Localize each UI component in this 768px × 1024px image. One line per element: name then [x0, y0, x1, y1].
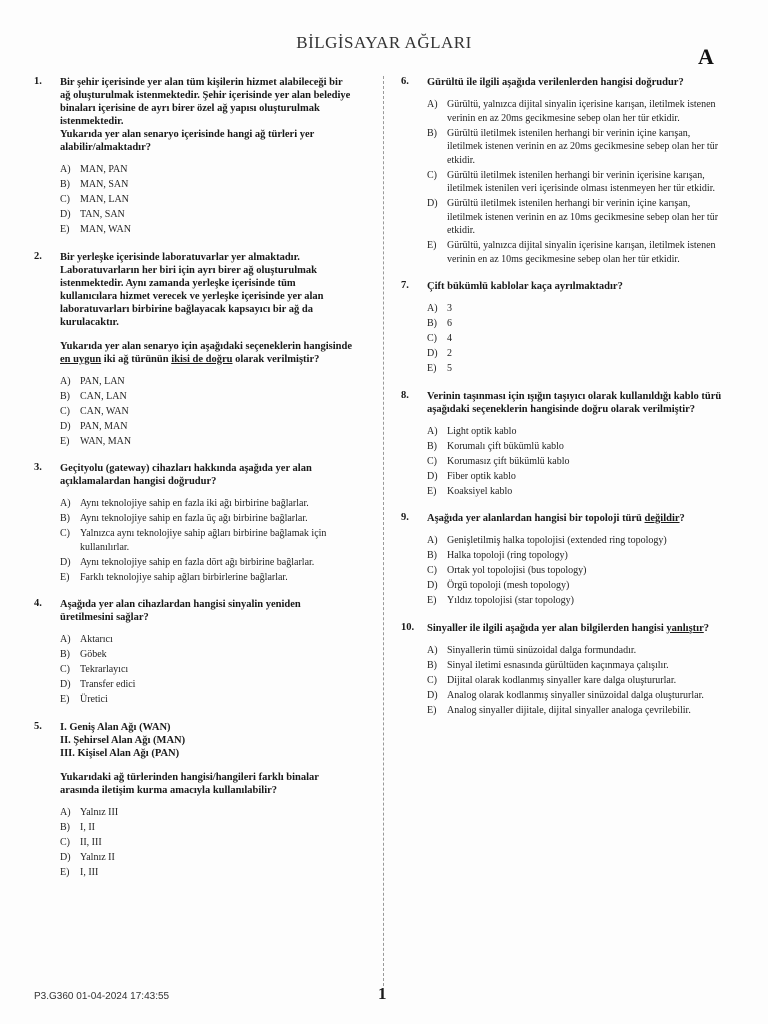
stem-question: [427, 512, 727, 525]
stem-text: ?: [703, 622, 709, 634]
stem-text: Sinyaller ile ilgili aşağıda yer alan bilgilerden hangisi: [427, 622, 667, 634]
option-label: E): [60, 866, 70, 878]
option-d: [427, 197, 727, 238]
option-text: Dijital olarak kodlanmış sinyaller kare dalga oluştururlar.: [447, 674, 677, 686]
question-number: 2.: [34, 250, 42, 262]
option-a: [60, 633, 352, 647]
stem-text: olarak verilmiştir?: [232, 353, 320, 365]
option-label: E): [60, 571, 70, 583]
question-10: [401, 622, 727, 718]
option-e: [427, 362, 727, 376]
stem-question: Yukarıdaki ağ türlerinden hangisi/hangileri farklı binalar arasında iletişim kurma amacıyla kullanılabilir?: [60, 771, 319, 796]
stem-question: Yukarıda yer alan senaryo içerisinde hangi ağ türleri yer alabilir/almaktadır?: [60, 129, 315, 153]
question-stem: [60, 251, 352, 366]
option-label: D): [60, 679, 71, 690]
option-text: Korumalı çift bükümlü kablo: [447, 440, 564, 452]
option-b: [60, 512, 352, 526]
option-label: C): [427, 333, 437, 344]
option-label: E): [60, 224, 70, 235]
question-number: 9.: [401, 512, 409, 523]
option-text: Ortak yol topolojisi (bus topology): [447, 565, 587, 576]
option-list: [427, 425, 727, 499]
question-stem: [60, 76, 352, 154]
option-label: C): [60, 528, 70, 539]
stem-text: Yukarıda yer alan senaryo için aşağıdaki seçeneklerin hangisinde: [60, 340, 353, 352]
option-label: D): [427, 348, 438, 359]
option-text: Gürültü iletilmek istenilen herhangi bir verinin içine karışan, iletilmek istenen verinin en az 10ms gecikmesine sebep olan her tür etkidir.: [447, 198, 719, 236]
option-b: [427, 549, 727, 563]
stem-question: [60, 340, 352, 366]
option-text: Fiber optik kablo: [447, 470, 516, 482]
stem-paragraph: Bir şehir içerisinde yer alan tüm kişilerin hizmet alabileceği bir ağ oluşturulmak istenmektedir. Şehir içerisinde yer alan belediye binaları içerisine de ayrı birer özel ağ yapısı oluşturulmak istenmektedir.: [60, 77, 351, 127]
option-label: D): [427, 580, 438, 591]
stem-text: ?: [679, 513, 685, 524]
option-label: A): [427, 303, 438, 314]
option-text: 4: [447, 333, 452, 344]
option-text: Üretici: [80, 694, 108, 705]
stem-emphasis: ikisi de doğru: [171, 353, 233, 365]
option-e: [60, 435, 352, 449]
option-a: [427, 425, 727, 439]
statement-1: I. Geniş Alan Ağı (WAN): [60, 721, 171, 733]
option-label: B): [60, 649, 70, 660]
question-number: 3.: [34, 462, 42, 473]
option-label: B): [427, 127, 437, 139]
option-text: Yalnız II: [80, 851, 115, 863]
stem-question: Gürültü ile ilgili aşağıda verilenlerden hangisi doğrudur?: [427, 77, 684, 88]
option-text: Göbek: [80, 649, 107, 660]
stem-emphasis: değildir: [644, 513, 680, 524]
option-text: 2: [447, 348, 452, 359]
option-label: C): [60, 836, 70, 848]
option-text: WAN, MAN: [80, 435, 132, 447]
option-text: I, II: [80, 821, 95, 833]
option-b: [60, 648, 352, 662]
option-label: A): [427, 99, 438, 110]
option-label: D): [427, 689, 438, 701]
option-label: B): [60, 390, 70, 402]
stem-question: [427, 622, 727, 635]
option-d: [427, 579, 727, 593]
option-text: Sinyallerin tümü sinüzoidal dalga formundadır.: [447, 644, 637, 656]
option-label: E): [427, 704, 437, 716]
option-text: Farklı teknolojiye sahip ağları birbirlerine bağlarlar.: [80, 571, 288, 583]
option-a: [427, 534, 727, 548]
option-text: 6: [447, 318, 452, 329]
option-c: [427, 674, 727, 688]
question-stem: [60, 598, 352, 624]
option-text: Aynı teknolojiye sahip en fazla üç ağı birbirine bağlarlar.: [80, 513, 308, 524]
option-a: [60, 806, 352, 820]
stem-text: iki ağ türünün: [101, 353, 172, 365]
option-text: Halka topoloji (ring topology): [447, 550, 568, 561]
question-5: [34, 721, 352, 880]
option-text: Analog sinyaller dijitale, dijital sinyaller analoga çevrilebilir.: [447, 704, 691, 716]
option-c: [427, 564, 727, 578]
option-c: [60, 836, 352, 850]
option-label: A): [60, 164, 71, 175]
option-label: A): [60, 375, 71, 387]
page-number: 1: [378, 984, 387, 1003]
option-text: II, III: [80, 836, 102, 848]
option-label: C): [427, 674, 437, 686]
option-a: [60, 375, 352, 389]
option-d: [60, 678, 352, 692]
option-c: [60, 193, 352, 207]
stem-emphasis: yanlıştır: [666, 622, 704, 634]
option-text: Yalnız III: [80, 806, 119, 818]
option-c: [427, 169, 727, 196]
print-code: P3.G360 01-04-2024 17:43:55: [34, 991, 170, 1002]
option-label: C): [427, 169, 437, 181]
option-text: Gürültü, yalnızca dijital sinyalin içerisine karışan, iletilmek istenen verinin en az 10ms gecikmesine sebep olan her tür etkidir.: [447, 240, 716, 265]
option-list: [60, 375, 352, 449]
option-text: Genişletilmiş halka topolojisi (extended ring topology): [447, 535, 667, 546]
stem-question: Geçityolu (gateway) cihazları hakkında aşağıda yer alan açıklamalardan hangisi doğrudur?: [60, 463, 312, 487]
option-label: B): [60, 513, 70, 524]
option-text: MAN, LAN: [80, 194, 129, 205]
option-text: Light optik kablo: [447, 425, 517, 437]
statement-2: II. Şehirsel Alan Ağı (MAN): [60, 734, 186, 746]
stem-paragraph: Bir yerleşke içerisinde laboratuvarlar yer almaktadır. Laboratuvarların her biri için ayrı birer ağ oluşturulmak istenmektedir. Aynı zamanda yerleşke içerisinde tüm kullanıcılara hizmet verecek ve yerleşke içerisinde yer alan laboratuvarları birbirine bağlayacak kapsayıcı bir ağ da kurulacaktır.: [60, 251, 324, 328]
question-number: 7.: [401, 280, 409, 291]
option-c: [60, 527, 352, 554]
stem-question: Çift bükümlü kablolar kaça ayrılmaktadır?: [427, 281, 623, 292]
option-a: [60, 163, 352, 177]
left-column: [34, 76, 352, 881]
question-3: [34, 462, 352, 584]
option-label: E): [60, 694, 70, 705]
option-a: [60, 497, 352, 511]
question-number: 1.: [34, 76, 42, 87]
option-d: [60, 420, 352, 434]
option-e: [60, 223, 352, 237]
option-text: Aktarıcı: [80, 634, 113, 645]
option-text: Yalnızca aynı teknolojiye sahip ağları birbirine bağlamak için kullanılırlar.: [80, 528, 327, 553]
option-c: [427, 455, 727, 469]
option-a: [427, 644, 727, 658]
option-label: C): [427, 455, 437, 467]
option-label: A): [427, 644, 438, 656]
question-stem: [60, 462, 352, 488]
option-label: C): [60, 194, 70, 205]
question-stem: [427, 280, 727, 293]
question-stem: [427, 622, 727, 635]
option-e: [427, 239, 727, 266]
option-d: [60, 851, 352, 865]
option-label: D): [427, 470, 438, 482]
option-text: TAN, SAN: [80, 209, 125, 220]
option-list: [427, 302, 727, 376]
option-b: [427, 440, 727, 454]
option-e: [60, 571, 352, 585]
option-text: 3: [447, 303, 452, 314]
option-list: [60, 633, 352, 707]
option-text: Aynı teknolojiye sahip en fazla iki ağı birbirine bağlarlar.: [80, 498, 309, 509]
option-e: [427, 485, 727, 499]
question-number: 10.: [401, 621, 415, 633]
option-text: MAN, PAN: [80, 164, 128, 175]
stem-emphasis: en uygun: [60, 353, 102, 365]
option-d: [60, 556, 352, 570]
column-divider: [383, 76, 384, 986]
option-b: [427, 317, 727, 331]
option-text: Korumasız çift bükümlü kablo: [447, 455, 570, 467]
question-8: [401, 390, 727, 499]
question-number: 5.: [34, 720, 42, 732]
option-label: C): [60, 664, 70, 675]
option-text: I, III: [80, 866, 99, 878]
question-6: [401, 76, 727, 266]
option-list: [427, 644, 727, 718]
option-d: [427, 689, 727, 703]
option-text: Koaksiyel kablo: [447, 485, 513, 497]
option-text: PAN, MAN: [80, 420, 128, 432]
option-text: Transfer edici: [80, 679, 136, 690]
option-c: [60, 405, 352, 419]
question-stem: [427, 76, 727, 89]
option-label: C): [60, 405, 70, 417]
option-text: MAN, SAN: [80, 179, 129, 190]
right-column: [401, 76, 727, 719]
booklet-letter: A: [698, 44, 714, 69]
option-text: Örgü topoloji (mesh topology): [447, 580, 570, 591]
option-c: [60, 663, 352, 677]
option-label: C): [427, 565, 437, 576]
option-d: [60, 208, 352, 222]
option-text: PAN, LAN: [80, 375, 125, 387]
question-stem: [427, 390, 727, 416]
question-9: [401, 512, 727, 608]
option-d: [427, 347, 727, 361]
option-label: D): [60, 420, 71, 432]
option-label: B): [427, 318, 437, 329]
question-1: [34, 76, 352, 237]
option-e: [427, 704, 727, 718]
option-b: [427, 659, 727, 673]
option-label: A): [427, 425, 438, 437]
option-e: [60, 693, 352, 707]
option-label: E): [427, 240, 437, 251]
option-label: E): [60, 435, 70, 447]
option-list: [60, 497, 352, 584]
option-text: 5: [447, 363, 452, 374]
stem-text: Aşağıda yer alanlardan hangisi bir topoloji türü: [427, 513, 645, 524]
statement-3: III. Kişisel Alan Ağı (PAN): [60, 747, 180, 759]
option-label: A): [427, 535, 438, 546]
option-text: CAN, LAN: [80, 390, 127, 402]
option-a: [427, 302, 727, 316]
option-label: E): [427, 595, 437, 606]
option-label: B): [427, 659, 437, 671]
question-stem: [427, 512, 727, 525]
option-text: Yıldız topolojisi (star topology): [447, 595, 574, 606]
option-label: B): [427, 550, 437, 561]
option-text: Gürültü iletilmek istenilen herhangi bir verinin içine karışan, iletilmek istenen verinin en az 20ms gecikmesine sebep olan her tür etkidir.: [447, 127, 719, 166]
option-c: [427, 332, 727, 346]
option-text: Gürültü, yalnızca dijital sinyalin içerisine karışan, iletilmek istenen verinin en az 20ms gecikmesine sebep olan her tür etkidir.: [447, 99, 716, 124]
option-list: [427, 534, 727, 608]
option-label: E): [427, 485, 437, 497]
option-b: [427, 127, 727, 168]
option-b: [60, 821, 352, 835]
option-label: D): [60, 851, 71, 863]
option-list: [60, 163, 352, 237]
question-number: 4.: [34, 598, 42, 609]
option-label: E): [427, 363, 437, 374]
option-text: CAN, WAN: [80, 405, 129, 417]
option-text: Sinyal iletimi esnasında gürültüden kaçınmaya çalışılır.: [447, 659, 669, 671]
question-4: [34, 598, 352, 707]
question-stem: [60, 721, 352, 797]
option-list: [60, 806, 352, 880]
option-text: Analog olarak kodlanmış sinyaller sinüzoidal dalga oluştururlar.: [447, 689, 704, 701]
option-label: D): [427, 198, 438, 209]
option-text: Aynı teknolojiye sahip en fazla dört ağı birbirine bağlarlar.: [80, 556, 315, 568]
option-b: [60, 178, 352, 192]
option-label: A): [60, 806, 71, 818]
option-label: B): [60, 179, 70, 190]
option-b: [60, 390, 352, 404]
option-text: MAN, WAN: [80, 224, 131, 235]
stem-question: Aşağıda yer alan cihazlardan hangisi sinyalin yeniden üretilmesini sağlar?: [60, 599, 301, 623]
option-text: Tekrarlayıcı: [80, 664, 129, 675]
option-label: A): [60, 498, 71, 509]
option-list: [427, 98, 727, 266]
option-label: D): [60, 556, 71, 568]
option-label: A): [60, 634, 71, 645]
question-number: 8.: [401, 389, 409, 401]
option-label: B): [60, 821, 70, 833]
option-text: Gürültü iletilmek istenilen herhangi bir verinin içerisine karışan, iletilmek istenilen veri içerisinde olması istenmeyen her tür etkidir.: [447, 169, 715, 194]
question-7: [401, 280, 727, 376]
option-label: D): [60, 209, 71, 220]
question-2: [34, 251, 352, 449]
question-number: 6.: [401, 76, 409, 87]
page-title: BİLGİSAYAR AĞLARI: [296, 33, 472, 52]
option-d: [427, 470, 727, 484]
option-e: [427, 594, 727, 608]
stem-question: Verinin taşınması için ışığın taşıyıcı olarak kullanıldığı kablo türü aşağıdaki seçeneklerin hangisinde doğru olarak verilmiştir?: [427, 390, 722, 415]
option-a: [427, 98, 727, 125]
option-label: B): [427, 440, 437, 452]
option-e: [60, 866, 352, 880]
